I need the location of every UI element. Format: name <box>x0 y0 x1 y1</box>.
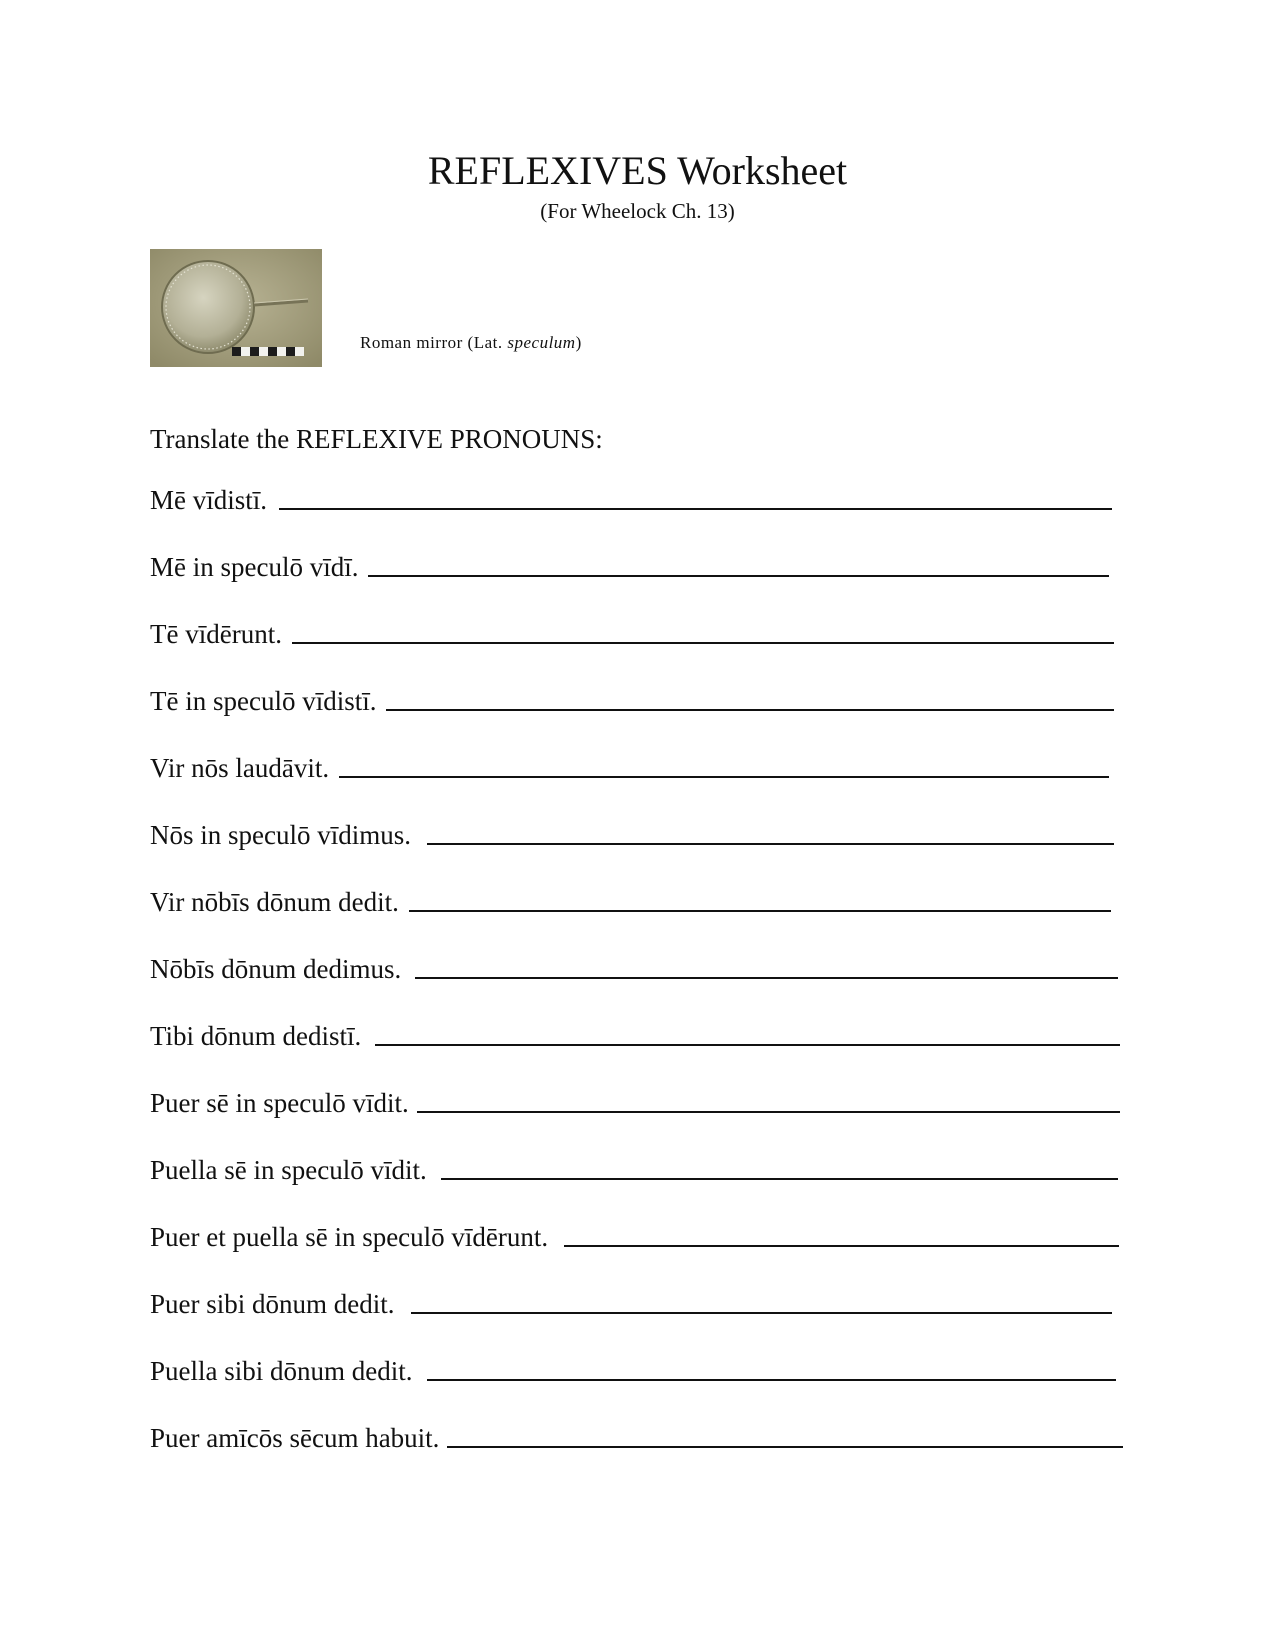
exercise-row <box>150 1414 1123 1454</box>
roman-mirror-photo <box>150 249 322 367</box>
latin-sentence: Puer sibi dōnum dedit. <box>150 1289 395 1319</box>
answer-line[interactable] <box>279 507 1112 510</box>
answer-line[interactable] <box>415 976 1118 979</box>
exercise-row <box>150 1012 1120 1052</box>
latin-sentence: Mē vīdistī. <box>150 485 268 515</box>
worksheet-title: REFLEXIVES Worksheet <box>427 148 848 193</box>
latin-sentence: Tibi dōnum dedistī. <box>150 1021 362 1051</box>
worksheet-subtitle: (For Wheelock Ch. 13) <box>540 199 735 223</box>
answer-line[interactable] <box>368 574 1109 577</box>
latin-sentence: Tē vīdērunt. <box>150 619 282 649</box>
answer-line[interactable] <box>564 1244 1119 1247</box>
latin-sentence: Mē in speculō vīdī. <box>150 552 359 582</box>
exercise-row <box>150 677 1114 717</box>
answer-line[interactable] <box>441 1177 1118 1180</box>
exercise-row <box>150 744 1109 784</box>
latin-sentence: Puella sē in speculō vīdit. <box>150 1155 427 1185</box>
latin-sentence: Puella sibi dōnum dedit. <box>150 1356 413 1386</box>
caption-prefix: Roman mirror (Lat. <box>360 333 508 352</box>
answer-line[interactable] <box>386 708 1114 711</box>
latin-sentence: Vir nōs laudāvit. <box>150 753 330 783</box>
exercise-row <box>150 945 1118 985</box>
exercise-row <box>150 878 1111 918</box>
exercise-row <box>150 543 1109 583</box>
caption-italic-term: speculum <box>507 333 576 352</box>
exercise-row <box>150 1280 1112 1320</box>
photo-caption <box>360 333 582 353</box>
answer-line[interactable] <box>375 1043 1120 1046</box>
answer-line[interactable] <box>447 1445 1123 1448</box>
answer-line[interactable] <box>427 842 1114 845</box>
exercise-row <box>150 1213 1119 1253</box>
latin-sentence: Nōs in speculō vīdimus. <box>150 820 411 850</box>
latin-sentence: Vir nōbīs dōnum dedit. <box>150 887 399 917</box>
exercise-row <box>150 476 1112 516</box>
answer-line[interactable] <box>292 641 1114 644</box>
exercise-row <box>150 1079 1120 1119</box>
exercise-row <box>150 811 1114 851</box>
latin-sentence: Puer et puella sē in speculō vīdērunt. <box>150 1222 549 1252</box>
latin-sentence: Puer amīcōs sēcum habuit. <box>150 1423 440 1453</box>
exercise-row <box>150 1347 1116 1387</box>
answer-line[interactable] <box>339 775 1109 778</box>
answer-line[interactable] <box>411 1311 1113 1314</box>
answer-line[interactable] <box>427 1378 1117 1381</box>
instruction-heading: Translate the REFLEXIVE PRONOUNS: <box>150 424 603 454</box>
caption-suffix: ) <box>575 333 582 352</box>
latin-sentence: Tē in speculō vīdistī. <box>150 686 377 716</box>
answer-line[interactable] <box>417 1110 1120 1113</box>
latin-sentence: Nōbīs dōnum dedimus. <box>150 954 402 984</box>
answer-line[interactable] <box>409 909 1111 912</box>
latin-sentence: Puer sē in speculō vīdit. <box>150 1088 409 1118</box>
exercise-row <box>150 1146 1118 1186</box>
exercise-row <box>150 610 1114 650</box>
